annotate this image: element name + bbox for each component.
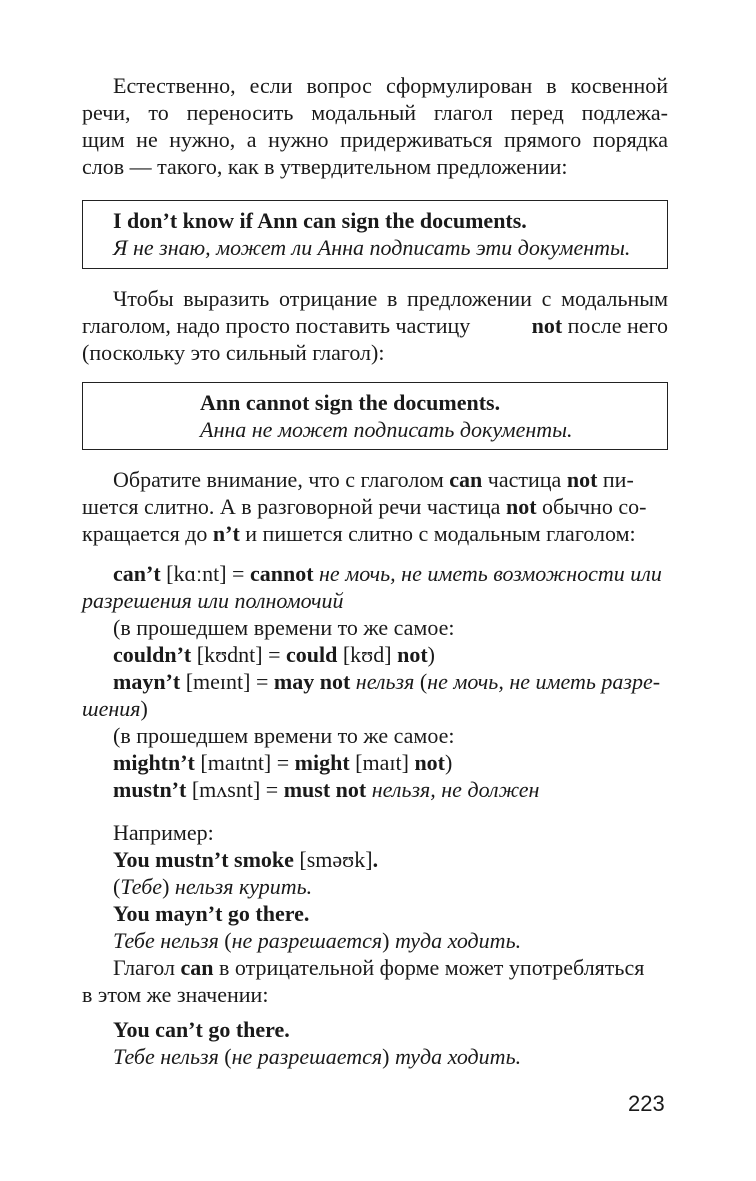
modal-word: mayn’t: [113, 669, 181, 694]
text-fragment: (: [414, 669, 428, 694]
paragraph-line: [82, 493, 646, 520]
paragraph-line: речи, то переносить модальный глагол перед подлежа-: [82, 100, 668, 125]
translation: туда ходить.: [389, 928, 522, 953]
paragraph-line: Естественно, если вопрос сформулирован в косвенной: [113, 73, 668, 98]
examples-intro: Например:: [113, 820, 214, 845]
text-fragment: Обратите внимание, что с глаголом: [113, 467, 450, 492]
paragraph-line: [82, 520, 636, 547]
page-number: 223: [628, 1091, 665, 1116]
modal-word: can’t: [113, 561, 161, 586]
example-russian: [113, 873, 312, 900]
text-fragment: после него: [562, 313, 668, 338]
example-english: You can’t go there.: [113, 1017, 290, 1042]
text-fragment: шется слитно. А в разговорной речи частица: [82, 494, 506, 519]
keyword-not: not: [566, 467, 598, 492]
modal-equivalent: may not: [273, 669, 351, 694]
translation: Тебе нельзя: [113, 1044, 219, 1069]
example-english: Ann cannot sign the documents.: [200, 390, 501, 415]
paragraph-line: в этом же значении:: [82, 982, 269, 1007]
transcription: [meɪnt] =: [180, 669, 274, 694]
paragraph-line: Чтобы выразить отрицание в предложении с модальным: [113, 286, 668, 311]
example-english: You mayn’t go there.: [113, 901, 310, 926]
keyword-can: can: [449, 467, 483, 492]
modal-word: couldn’t: [113, 642, 192, 667]
list-item-maynt: [113, 668, 660, 695]
list-item-couldnt: [113, 641, 435, 668]
example-box-1: [82, 200, 668, 269]
text-fragment: обычно со-: [536, 494, 647, 519]
example-russian: Анна не может подписать документы.: [200, 417, 573, 442]
transcription: [mʌsnt] =: [186, 777, 284, 802]
translation: Тебе нельзя: [113, 928, 219, 953]
example-box-2: [82, 382, 668, 450]
transcription: [kʊdnt] =: [191, 642, 286, 667]
example-english: I don’t know if Ann can sign the documents.: [113, 208, 527, 233]
text-fragment: ): [140, 696, 148, 721]
text-group: [532, 312, 668, 339]
text-fragment: ): [445, 750, 453, 775]
list-item-mustnt: [113, 776, 539, 803]
transcription: [sməʊk]: [293, 847, 373, 872]
keyword-not: not: [505, 494, 537, 519]
text-fragment: пи-: [597, 467, 634, 492]
text-fragment: ): [382, 928, 390, 953]
text-fragment: частица: [482, 467, 567, 492]
translation: Тебе: [120, 874, 163, 899]
meaning: не мочь, не иметь возможности или: [313, 561, 662, 586]
transcription: [kɑːnt] =: [160, 561, 250, 586]
text-fragment: ): [427, 642, 435, 667]
transcription: [maɪt]: [349, 750, 415, 775]
modal-equivalent: might: [294, 750, 350, 775]
translation: туда ходить.: [389, 1044, 522, 1069]
text-fragment: (: [218, 928, 232, 953]
text-fragment: кращается до: [82, 521, 213, 546]
modal-equivalent: cannot: [249, 561, 314, 586]
translation: не разрешается: [231, 1044, 383, 1069]
paragraph-line: (поскольку это сильный глагол):: [82, 340, 385, 365]
modal-equivalent: could: [286, 642, 338, 667]
text-fragment: ): [162, 874, 170, 899]
text-fragment: и пишется слитно с модальным глаголом:: [239, 521, 636, 546]
paragraph-line: щим не нужно, а нужно придерживаться прямого порядка: [82, 127, 668, 152]
list-item-mightnt: [113, 749, 452, 776]
translation: нельзя курить.: [169, 874, 313, 899]
example-russian: [113, 927, 521, 954]
keyword-not: not: [414, 750, 445, 775]
past-tense-note: (в прошедшем времени то же самое:: [113, 615, 455, 640]
paragraph-line: слов — такого, как в утвердительном предложении:: [82, 154, 568, 179]
past-tense-note: (в прошедшем времени то же самое:: [113, 723, 455, 748]
transcription: [maɪtnt] =: [194, 750, 295, 775]
text-fragment: ): [382, 1044, 390, 1069]
text-fragment: .: [372, 847, 379, 872]
transcription: [kʊd]: [337, 642, 398, 667]
text-fragment: (: [218, 1044, 232, 1069]
text-fragment: в отрицательной форме может употребляться: [213, 955, 645, 980]
meaning: нельзя, не должен: [366, 777, 540, 802]
paragraph-indirect-question: [82, 72, 668, 180]
meaning-continuation: разрешения или полномочий: [82, 588, 344, 613]
paragraph-line: [113, 466, 668, 493]
keyword-can: can: [180, 955, 214, 980]
keyword-not: not: [397, 642, 428, 667]
text-fragment: глаголом, надо просто поставить частицу: [82, 313, 471, 338]
modal-word: mightn’t: [113, 750, 195, 775]
meaning-continuation: [82, 695, 148, 722]
example-english: [113, 846, 378, 873]
text-fragment: (: [113, 874, 121, 899]
modal-equivalent: must not: [283, 777, 367, 802]
meaning: не мочь, не иметь разре-: [427, 669, 661, 694]
paragraph-line: [113, 954, 644, 981]
list-item-cant: [113, 560, 662, 587]
example-sentence: You mustn’t smoke: [113, 847, 294, 872]
example-russian: Я не знаю, может ли Анна подписать эти документы.: [113, 235, 631, 260]
example-russian: [113, 1043, 521, 1070]
paragraph-line: [82, 312, 668, 339]
text-fragment: Глагол: [113, 955, 181, 980]
translation: не разрешается: [231, 928, 383, 953]
meaning: нельзя: [350, 669, 415, 694]
modal-word: mustn’t: [113, 777, 187, 802]
keyword-nt: n’t: [212, 521, 240, 546]
keyword-not: not: [531, 313, 563, 338]
meaning: шения: [82, 696, 141, 721]
